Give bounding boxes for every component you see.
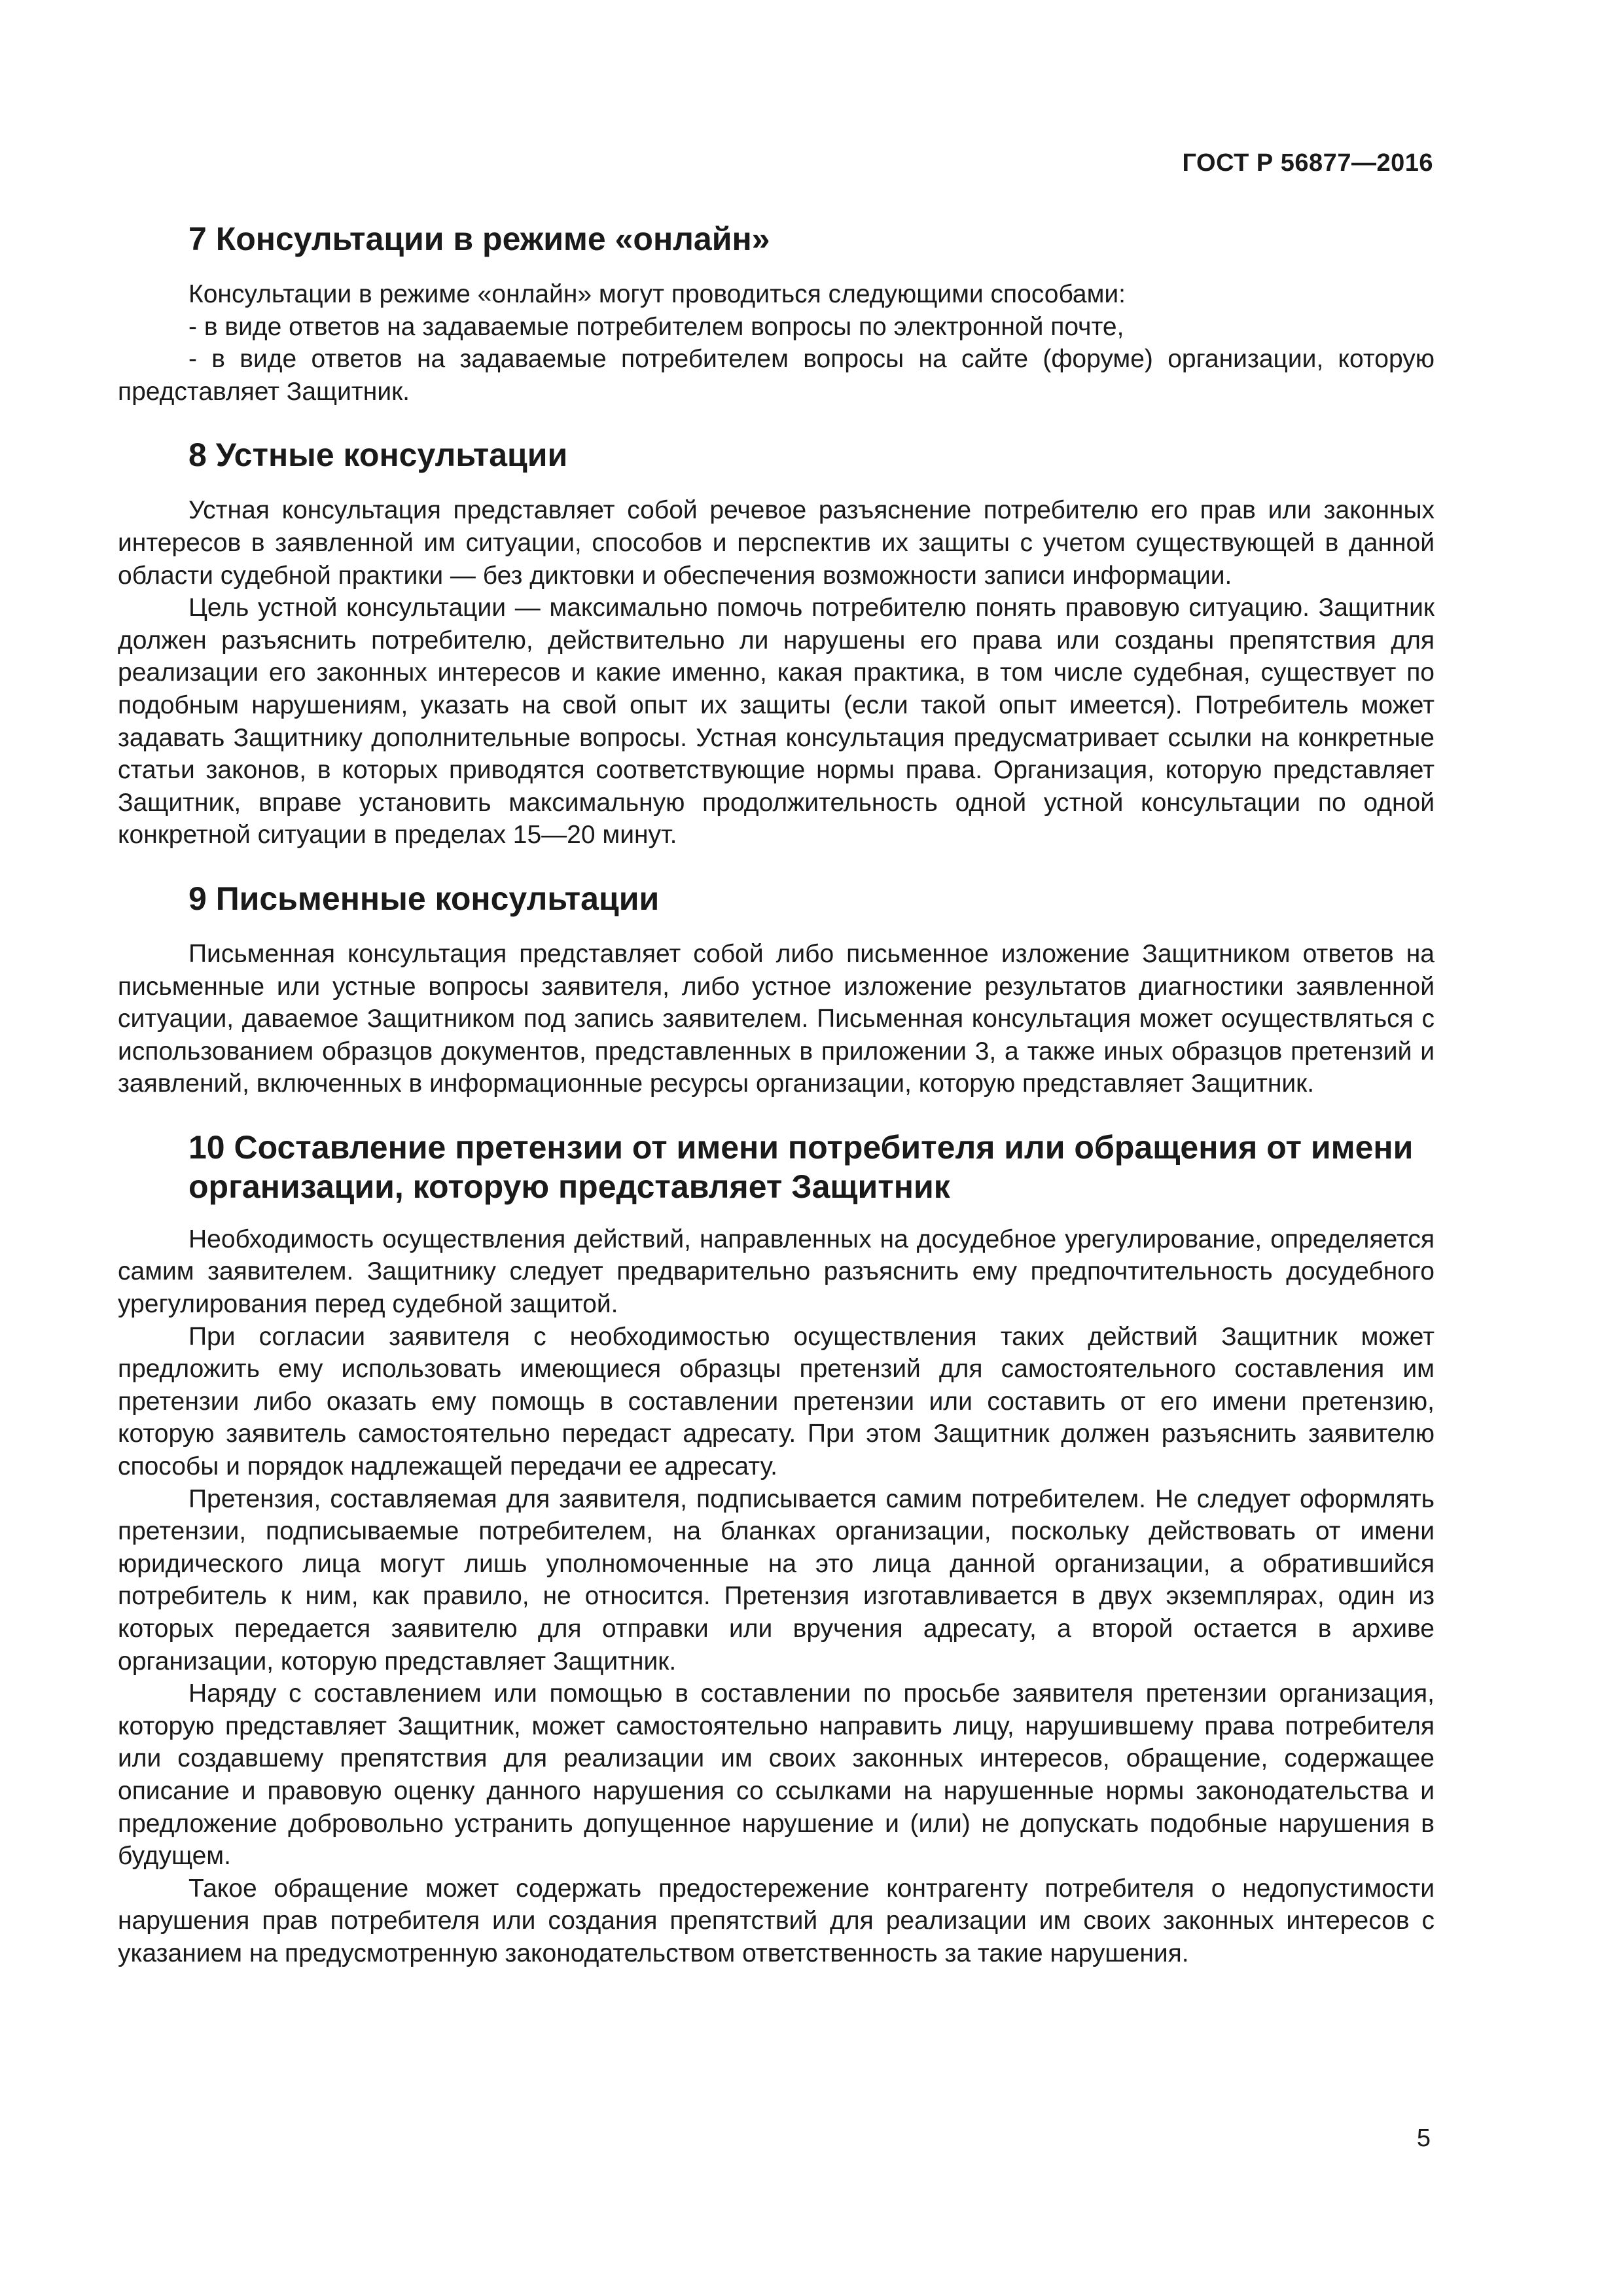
page-number: 5 bbox=[1416, 2125, 1431, 2152]
section-9-paragraph: Письменная консультация представляет собой либо письменное изложение Защитником ответов на письменные или устные вопросы заявителя, либо устное изложение результатов диагностики заявленной ситуации, даваемое Защитником под запись заявителем. Письменная консультация может осуществляться с использованием образцов документов, представленных в приложении 3, а также иных образцов претензий и заявлений, включенных в информационные ресурсы организации, которую представляет Защитник. bbox=[118, 939, 1435, 1098]
section-7-title: 7 Консультации в режиме «онлайн» bbox=[188, 221, 770, 257]
section-8-paragraph: Устная консультация представляет собой речевое разъяснение потребителю его прав или законных интересов в заявленной им ситуации, способов и перспектив их защиты с учетом существующей в данной области судебной практики — без диктовки и обеспечения возможности записи информации. bbox=[118, 496, 1435, 590]
section-10-title bbox=[118, 1128, 1435, 1206]
section-10-paragraph: При согласии заявителя с необходимостью осуществления таких действий Защитник может предложить ему использовать имеющиеся образцы претензий для самостоятельного составления им претензии либо оказать ему помощь в составлении претензии или составить от его имени претензию, которую заявитель самостоятельно передаст адресату. При этом Защитник должен разъяснить заявителю способы и порядок надлежащей передачи ее адресату. bbox=[118, 1322, 1435, 1481]
section-7-intro: Консультации в режиме «онлайн» могут проводиться следующими способами: bbox=[188, 280, 1126, 308]
section-8 bbox=[118, 435, 1435, 852]
document-body bbox=[118, 219, 1435, 1998]
section-10 bbox=[118, 1128, 1435, 1970]
section-7 bbox=[118, 219, 1435, 408]
section-9 bbox=[118, 879, 1435, 1100]
section-10-title-line-2: организации, которую представляет Защитник bbox=[188, 1168, 950, 1205]
section-10-paragraph: Необходимость осуществления действий, направленных на досудебное урегулирование, определяется самим заявителем. Защитнику следует предварительно разъяснить ему предпочтительность досудебного урегулирования перед судебной защитой. bbox=[118, 1225, 1435, 1319]
section-7-list-item: - в виде ответов на задаваемые потребителем вопросы на сайте (форуме) организации, которую представляет Защитник. bbox=[118, 345, 1435, 406]
section-9-title: 9 Письменные консультации bbox=[188, 880, 660, 917]
section-10-paragraph: Такое обращение может содержать предостережение контрагенту потребителя о недопустимости нарушения прав потребителя или создания препятствий для реализации им своих законных интересов с указанием на предусмотренную законодательством ответственность за такие нарушения. bbox=[118, 1874, 1435, 1967]
section-8-paragraph: Цель устной консультации — максимально помочь потребителю понять правовую ситуацию. Защитник должен разъяснить потребителю, действительно ли нарушены его права или созданы препятствия для реализации его законных интересов и какие именно, какая практика, в том числе судебная, существует по подобным нарушениям, указать на свой опыт их защиты (если такой опыт имеется). Потребитель может задавать Защитнику дополнительные вопросы. Устная консультация предусматривает ссылки на конкретные статьи законов, в которых приводятся соответствующие нормы права. Организация, которую представляет Защитник, вправе установить максимальную продолжительность одной устной консультации по одной конкретной ситуации в пределах 15—20 минут. bbox=[118, 594, 1435, 850]
section-10-paragraph: Наряду с составлением или помощью в составлении по просьбе заявителя претензии организация, которую представляет Защитник, может самостоятельно направить лицу, нарушившему права потребителя или создавшему препятствия для реализации им своих законных интересов, обращение, содержащее описание и правовую оценку данного нарушения со ссылками на нарушенные нормы законодательства и предложение добровольно устранить допущенное нарушение и (или) не допускать подобные нарушения в будущем. bbox=[118, 1679, 1435, 1871]
section-8-title: 8 Устные консультации bbox=[188, 437, 568, 474]
document-code: ГОСТ Р 56877—2016 bbox=[1182, 149, 1433, 177]
section-7-list-item: - в виде ответов на задаваемые потребителем вопросы по электронной почте, bbox=[188, 312, 1124, 341]
section-10-paragraph: Претензия, составляемая для заявителя, подписывается самим потребителем. Не следует оформлять претензии, подписываемые потребителем, на бланках организации, поскольку действовать от имени юридического лица могут лишь уполномоченные на это лица данной организации, а обратившийся потребитель к ним, как правило, не относится. Претензия изготавливается в двух экземплярах, один из которых передается заявителю для отправки или вручения адресату, а второй остается в архиве организации, которую представляет Защитник. bbox=[118, 1484, 1435, 1676]
section-10-title-line-1: 10 Составление претензии от имени потребителя или обращения от имени bbox=[188, 1128, 1414, 1166]
